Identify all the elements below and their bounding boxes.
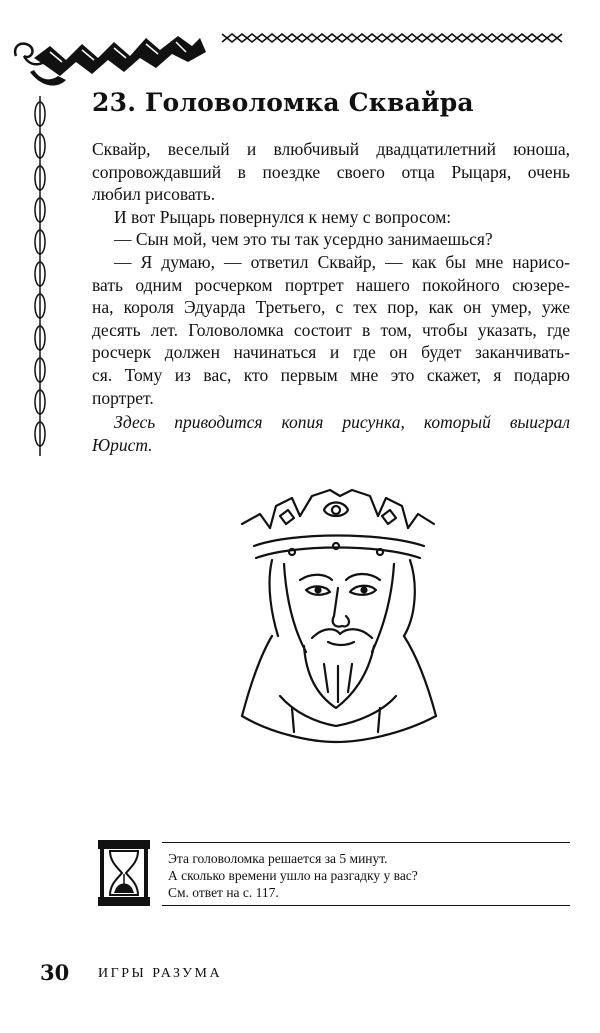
text-line: — Сын мой, чем это ты так усердно занимаешься? xyxy=(114,229,493,250)
text-line: ся. Тому из вас, кто первым мне это скажет, я подарю xyxy=(92,364,570,385)
text-line: десять лет. Головоломка состоит в том, чтобы указать, где xyxy=(92,319,570,340)
hourglass-icon xyxy=(96,838,152,908)
page-title: 23. Головоломка Сквайра xyxy=(92,88,474,117)
timer-text xyxy=(168,850,418,901)
side-chain-ornament xyxy=(30,96,50,456)
text-line: — Я думаю, — ответил Сквайр, — как бы мне нарисо- xyxy=(114,251,570,272)
timer-rule-top xyxy=(162,842,570,843)
king-portrait-illustration xyxy=(232,476,442,746)
timer-panel xyxy=(96,838,570,908)
page-number: 30 xyxy=(40,960,70,985)
story-text xyxy=(92,138,570,409)
running-head: ИГРЫ РАЗУМА xyxy=(98,966,223,981)
timer-line: А сколько времени ушло на разгадку у вас? xyxy=(168,868,418,883)
text-line: сопровождавший в поездке своего отца Рыцаря, очень xyxy=(92,161,570,182)
timer-line: См. ответ на с. 117. xyxy=(168,885,279,900)
figure-caption xyxy=(92,411,570,456)
text-line: росчерк должен начинаться и где он будет заканчивать- xyxy=(92,342,570,363)
text-line: любил рисовать. xyxy=(92,184,216,205)
text-line: И вот Рыцарь повернулся к нему с вопросом: xyxy=(114,206,452,227)
caption-line: Юрист. xyxy=(92,434,153,455)
text-line: Сквайр, веселый и влюбчивый двадцатилетний юноша, xyxy=(92,139,570,159)
caption-line: Здесь приводится копия рисунка, который выиграл xyxy=(114,412,570,432)
text-line: на, короля Эдуарда Третьего, с тех пор, как он умер, уже xyxy=(92,297,570,318)
timer-line: Эта головоломка решается за 5 минут. xyxy=(168,851,388,866)
timer-rule-bottom xyxy=(162,905,570,906)
top-ribbon-ornament xyxy=(10,16,570,96)
text-line: портрет. xyxy=(92,387,154,408)
text-line: вать одним росчерком портрет нашего покойного сюзере- xyxy=(92,274,570,295)
